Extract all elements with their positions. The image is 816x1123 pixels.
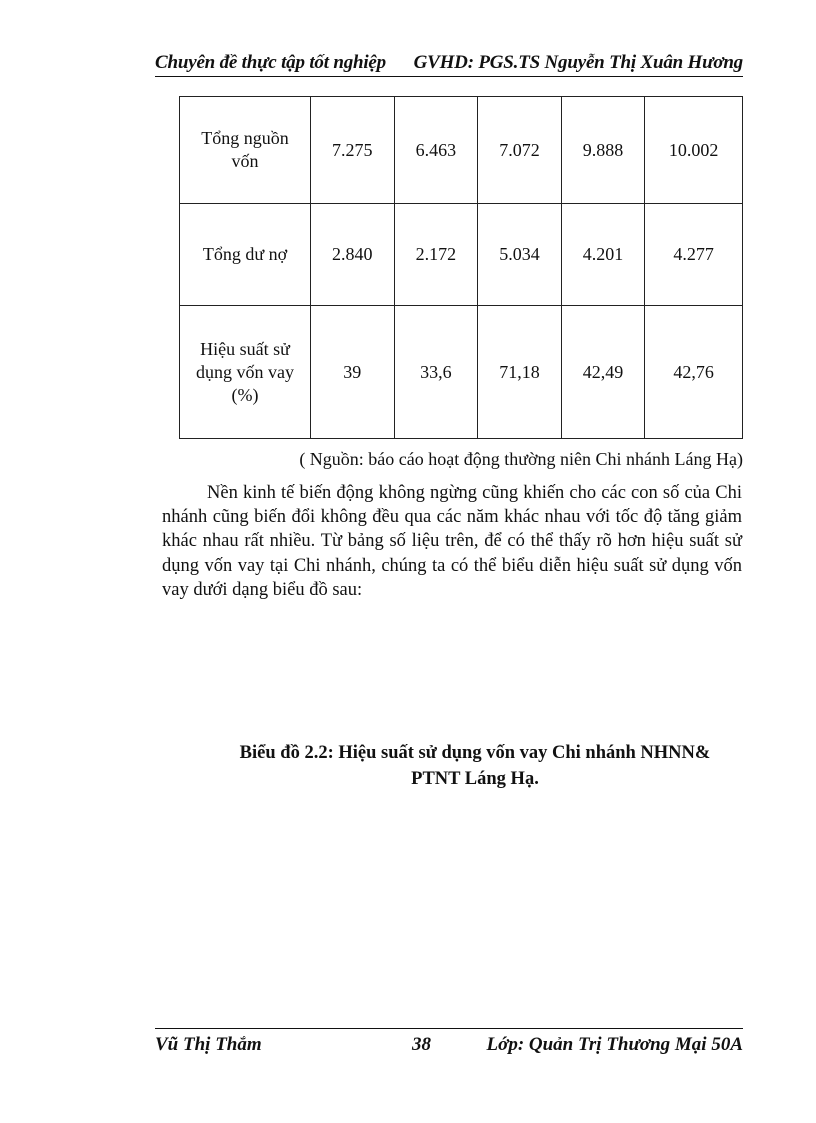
header-divider	[155, 76, 743, 77]
header-supervisor: GVHD: PGS.TS Nguyễn Thị Xuân Hương	[413, 52, 743, 73]
table-row-total-debt	[180, 204, 743, 306]
table-cell: 7.275	[311, 97, 395, 204]
body-paragraph: Nền kinh tế biến động không ngừng cũng khiến cho các con số của Chi nhánh cũng biến đổi không đều qua các năm khác nhau với tốc độ tăng giảm khác nhau rất nhiều. Từ bảng số liệu trên, để có thể thấy rõ hơn hiệu suất sử dụng vốn vay tại Chi nhánh, chúng ta có thể biểu diễn hiệu suất sử dụng vốn vay dưới dạng biểu đồ sau:	[162, 483, 742, 600]
table-cell: 39	[311, 306, 395, 439]
table-cell: 4.201	[561, 204, 645, 306]
table-cell: 71,18	[478, 306, 562, 439]
table-cell: 42,76	[645, 306, 743, 439]
table-cell: 9.888	[561, 97, 645, 204]
table-source-note: ( Nguồn: báo cáo hoạt động thường niên Chi nhánh Láng Hạ)	[299, 449, 743, 469]
table-cell: 5.034	[478, 204, 562, 306]
header-thesis-title: Chuyên đề thực tập tốt nghiệp	[155, 52, 386, 73]
table-cell: 6.463	[394, 97, 478, 204]
table-cell: 2.172	[394, 204, 478, 306]
chart-caption-line-2: PTNT Láng Hạ.	[411, 769, 539, 789]
footer-author: Vũ Thị Thắm	[155, 1034, 262, 1055]
chart-caption	[220, 740, 730, 792]
loan-efficiency-table	[179, 96, 743, 439]
page-number: 38	[412, 1034, 431, 1055]
row-label-total-debt: Tổng dư nợ	[180, 204, 311, 306]
footer-divider	[155, 1028, 743, 1029]
row-label-loan-efficiency: Hiệu suất sử dụng vốn vay (%)	[180, 306, 311, 439]
table-row-total-capital	[180, 97, 743, 204]
table-cell: 42,49	[561, 306, 645, 439]
table-cell: 2.840	[311, 204, 395, 306]
table-row-loan-efficiency	[180, 306, 743, 439]
chart-caption-line-1: Biểu đồ 2.2: Hiệu suất sử dụng vốn vay Chi nhánh NHNN&	[239, 743, 711, 763]
row-label-total-capital: Tổng nguồn vốn	[180, 97, 311, 204]
table-cell: 7.072	[478, 97, 562, 204]
footer-class: Lớp: Quản Trị Thương Mại 50A	[486, 1034, 743, 1055]
table-cell: 10.002	[645, 97, 743, 204]
table-cell: 33,6	[394, 306, 478, 439]
table-cell: 4.277	[645, 204, 743, 306]
